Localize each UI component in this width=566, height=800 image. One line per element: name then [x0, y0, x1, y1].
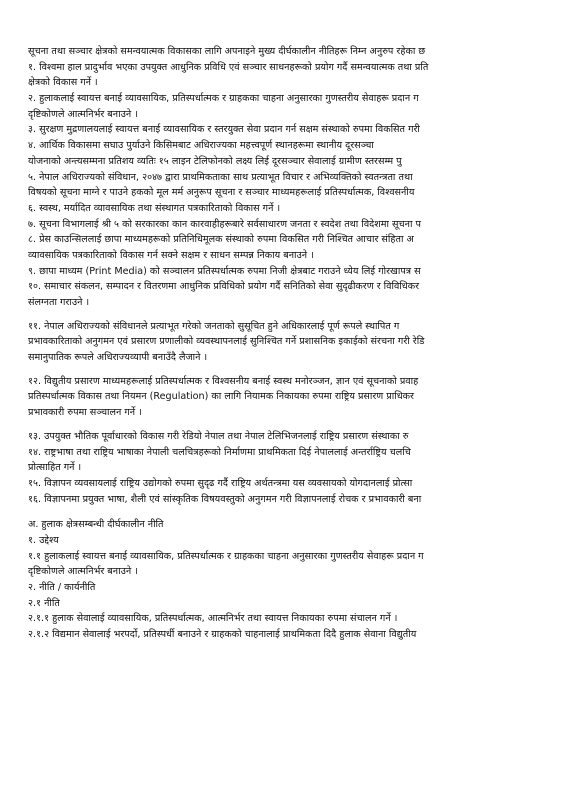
policy-item — [28, 122, 566, 138]
policy-line: १२. विद्युतीय प्रसारण माध्यमहरूलाई प्रतिस्पर्धात्मक र विश्वसनीय बनाई स्वस्थ मनोरञ्जन, ज्ञान एवं सूचनाको प्रवाह — [28, 375, 419, 387]
policy-line: प्रतिस्पर्धात्मक विकास तथा नियमन (Regulation) का लागि नियामक निकायका रुपमा राष्ट्रिय प्रसारण प्राधिकर — [28, 391, 414, 403]
policy-line: दृष्टिकोणले आत्मनिर्भर बनाउने । — [28, 108, 138, 120]
policy-item — [28, 232, 566, 263]
policy-item — [28, 217, 566, 233]
policy-line: संलग्नता गराउने । — [28, 297, 90, 308]
policy-item — [28, 138, 566, 169]
policy-line: ३. सुरक्षण मुद्रणालयलाई स्वायत्त बनाई व्यावसायिक र स्तरयुक्त सेवा प्रदान गर्न सक्षम संस्थाको रुपमा विकसित गरी — [28, 124, 420, 136]
section-items — [28, 533, 566, 643]
policy-line: २. हुलाकलाई स्वायत्त बनाई व्यावसायिक, प्रतिस्पर्धात्मक र ग्राहकका चाहना अनुसारका गुणस्तरीय सेवाहरू प्रदान ग — [28, 93, 419, 105]
policy-item — [28, 492, 566, 508]
policy-line: ६. स्वस्थ, मर्यादित व्यावसायिक तथा संस्थागत पत्रकारिताको विकास गर्ने । — [28, 202, 281, 214]
document-body — [28, 44, 566, 643]
section-line: २.१.२ विद्यमान सेवालाई भरपर्दो, प्रतिस्पर्धी बनाउने र ग्राहकको चाहनालाई प्राथमिकता दिदै हुलाक सेवाना विद्युतीय — [28, 629, 417, 641]
policy-line: क्षेत्रको विकास गर्ने । — [28, 77, 98, 89]
policy-list — [28, 60, 566, 508]
policy-item — [28, 319, 566, 366]
policy-line: ९. छापा माध्यम (Print Media) को सञ्चालन प्रतिस्पर्धात्मक रुपमा निजी क्षेत्रबाट गराउने ध्येय लिई गोरखापत्र स — [28, 265, 421, 277]
policy-line: ५. नेपाल अधिराज्यको संविधान, २०४७ द्वारा प्राथमिकताका साथ प्रत्याभूत विचार र अभिव्यक्तिको स्वतन्त्रता तथा — [28, 171, 413, 183]
policy-line: १४. राष्ट्रभाषा तथा राष्ट्रिय भाषाका नेपाली चलचित्रहरूको निर्माणमा प्राथमिकता दिई नेपाललाई अन्तर्राष्ट्रिय चलचि — [28, 446, 411, 458]
policy-line: प्रभावकारी रुपमा सञ्चालन गर्ने । — [28, 407, 142, 419]
policy-item — [28, 60, 566, 91]
policy-line: योजनाको अन्त्यसम्मना प्रतिशय व्यतिः १५ लाइन टेलिफोनको लक्ष्य लिई दूरसञ्चार सेवालाई ग्रामीण स्तरसम्म पु — [28, 155, 402, 167]
policy-line: ८. प्रेस काउन्सिललाई छापा माध्यमहरूको प्रतिनिधिमूलक संस्थाको रुपमा विकसित गरी निश्चित आचार संहिता अ — [28, 234, 414, 246]
section-line: २. नीति / कार्यनीति — [28, 582, 96, 593]
policy-item — [28, 201, 566, 217]
policy-line: १३. उपयुक्त भौतिक पूर्वाधारको विकास गरी रेडियो नेपाल तथा नेपाल टेलिभिजनलाई राष्ट्रिय प्रसारण संस्थाका रु — [28, 430, 409, 442]
section-line: १. उद्देश्य — [28, 534, 59, 546]
policy-line: ४. आर्थिक विकासमा सघाउ पुर्याउने किसिमबाट अधिराज्यका महत्त्वपूर्ण स्थानहरूमा स्थानीय दूरसञ्चा — [28, 140, 374, 152]
section-line: २.१.१ हुलाक सेवालाई व्यावसायिक, प्रतिस्पर्धात्मक, आत्मनिर्भर तथा स्वायत्त निकायका रुपमा संचालन गर्ने । — [28, 613, 398, 625]
section-line: १.१ हुलाकलाई स्वायत्त बनाई व्यावसायिक, प्रतिस्पर्धात्मक र ग्राहकका चाहना अनुसारका गुणस्तरीय सेवाहरू प्रदान ग — [28, 550, 424, 562]
policy-line: १. विश्वमा हाल प्रादुर्भाव भएका उपयुक्त आधुनिक प्रविधि एवं सञ्चार साधनहरूको प्रयोग गर्दै समन्वयात्मक तथा प्रति — [28, 61, 429, 73]
policy-item — [28, 445, 566, 476]
policy-line: व्यावसायिक पत्रकारिताको विकास गर्न सक्ने सक्षम र साधन सम्पन्न निकाय बनाउने । — [28, 249, 314, 261]
policy-item — [28, 170, 566, 201]
intro-text: सूचना तथा सञ्चार क्षेत्रको समन्वयात्मक विकासका लागि अपनाइने मुख्य दीर्घकालीन नीतिहरू निम्न अनुरुप रहेका छ — [28, 46, 426, 57]
policy-line: प्रभावकारिताको अनुगमन एवं प्रसारण प्रणालीको व्यवस्थापनलाई सुनिश्चित गर्ने प्रशासनिक इकाईको संरचना गरी रेडि — [28, 336, 425, 348]
policy-item — [28, 476, 566, 492]
policy-line: १५. विज्ञापन व्यवसायलाई राष्ट्रिय उद्योगको रुपमा सुदृढ गर्दै राष्ट्रिय अर्थतन्त्रमा यस व्यवसायको योगदानलाई प्रोत्सा — [28, 477, 413, 489]
section-line: दृष्टिकोणले आत्मनिर्भर बनाउने । — [28, 566, 138, 578]
policy-item — [28, 429, 566, 445]
policy-item — [28, 374, 566, 421]
policy-item — [28, 264, 566, 280]
policy-line: प्रोत्साहित गर्ने । — [28, 462, 82, 474]
policy-line: ७. सूचना विभागलाई श्री ५ को सरकारका कान कारवाहीहरूबारे सर्वसाधारण जनता र स्वदेश तथा विदेशमा सूचना प — [28, 218, 421, 230]
policy-line: विषयको सूचना माग्ने र पाउने हकको मूल मर्म अनुरूप सूचना र सञ्चार माध्यमहरूलाई प्रतिस्पर्धात्मक, विश्वसनीय — [28, 187, 415, 199]
section-line: २.१ नीति — [28, 597, 60, 609]
policy-line: ११. नेपाल अधिराज्यको संविधानले प्रत्याभूत गरेको जनताको सुसूचित हुने अधिकारलाई पूर्ण रूपले स्थापित ग — [28, 320, 400, 332]
section-heading: अ. हुलाक क्षेत्रसम्बन्धी दीर्घकालीन नीति — [28, 519, 164, 531]
policy-item — [28, 279, 566, 310]
policy-item — [28, 91, 566, 122]
policy-line: १०. समाचार संकलन, सम्पादन र वितरणमा आधुनिक प्रविधिको प्रयोग गर्दै सनितिको सेवा सुदृढीकरण र विविधिकर — [28, 281, 419, 293]
policy-line: समानुपातिक रूपले अधिराज्यव्यापी बनाउँदै लैजाने । — [28, 352, 208, 364]
policy-line: १६. विज्ञापनमा प्रयुक्त भाषा, शैली एवं सांस्कृतिक विषयवस्तुको अनुगमन गरी विज्ञापनलाई रोचक र प्रभावकारी बना — [28, 493, 422, 505]
